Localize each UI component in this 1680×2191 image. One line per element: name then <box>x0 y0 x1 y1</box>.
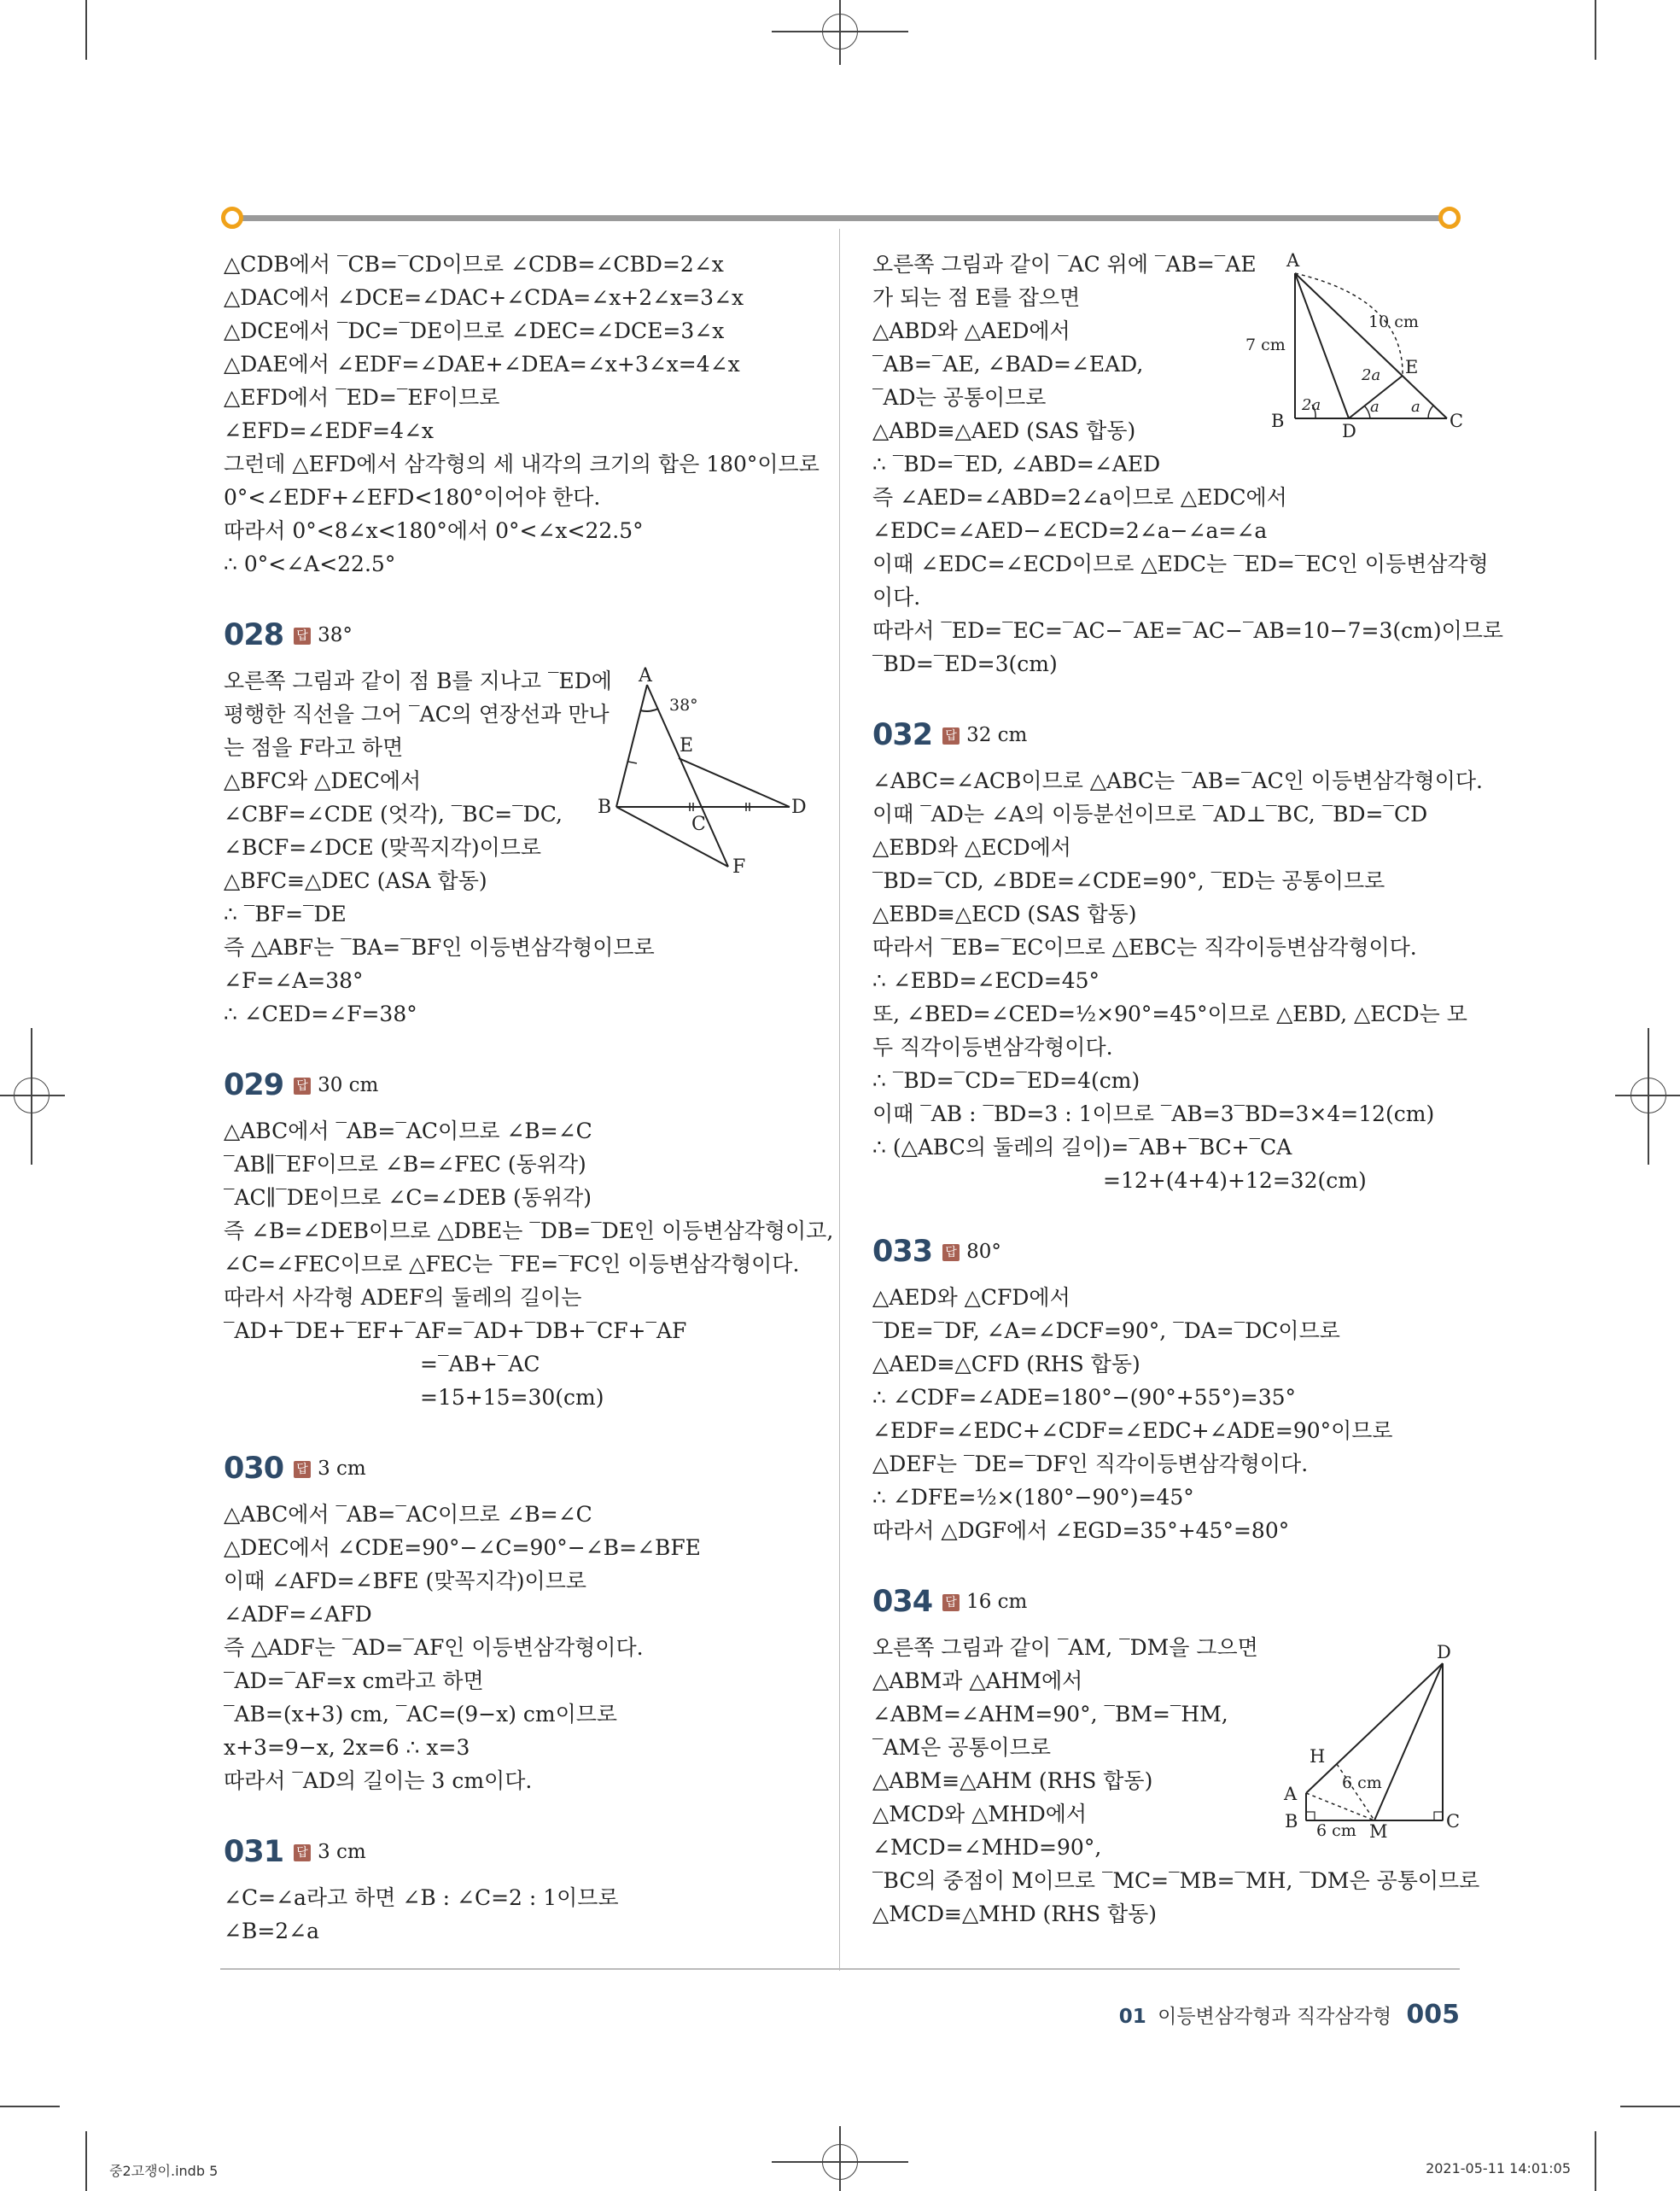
text-line: 따라서 사각형 ADEF의 둘레의 길이는 <box>224 1285 582 1310</box>
text-line: 즉 △ABF는 ‾BA=‾BF인 이등변삼각형이므로 <box>224 935 655 960</box>
question-header-030 <box>224 1452 821 1486</box>
segment-bf <box>616 807 728 867</box>
answer-value: 16 cm <box>966 1591 1028 1613</box>
angle-label-a: a <box>1370 398 1380 416</box>
crop-mark <box>1620 2106 1680 2107</box>
length-label-bm: 6 cm <box>1316 1821 1356 1840</box>
length-label-ab: 7 cm <box>1245 336 1286 354</box>
text-line: ‾BC의 중점이 M이므로 ‾MC=‾MB=‾MH, ‾DM은 공통이므로 <box>872 1868 1480 1893</box>
crop-mark <box>85 2131 87 2191</box>
text-line: ∴ ∠CDF=∠ADE=180°−(90°+55°)=35° <box>872 1385 1297 1410</box>
length-label-hm: 6 cm <box>1342 1773 1382 1792</box>
point-label-d: D <box>791 797 807 818</box>
question-header-033 <box>872 1236 1461 1269</box>
top-rule <box>230 215 1450 221</box>
point-label-a: A <box>639 666 652 687</box>
question-number: 033 <box>872 1235 933 1269</box>
rule-end-dot <box>1438 207 1461 229</box>
text-line: 가 되는 점 E를 잡으면 <box>872 285 1081 310</box>
answer-badge: 답 <box>942 727 960 745</box>
text-line: △CDB에서 ‾CB=‾CD이므로 ∠CDB=∠CBD=2∠x <box>224 252 724 277</box>
segment-ab <box>616 685 647 807</box>
answer-value: 38° <box>318 624 353 646</box>
point-label-h: H <box>1310 1746 1326 1767</box>
page-number: 005 <box>1406 2000 1460 2030</box>
text-line: ∠C=∠FEC이므로 △FEC는 ‾FE=‾FC인 이등변삼각형이다. <box>224 1252 800 1277</box>
text-line: ∠ADF=∠AFD <box>224 1602 372 1627</box>
angle-label-a: a <box>1411 398 1420 416</box>
text-line: ‾AB=(x+3) cm, ‾AC=(9−x) cm이므로 <box>224 1702 618 1727</box>
text-line: 이때 ‾AB : ‾BD=3 : 1이므로 ‾AB=3‾BD=3×4=12(cm) <box>872 1101 1435 1126</box>
crop-mark <box>0 2106 60 2107</box>
text-line: ∠F=∠A=38° <box>224 968 364 993</box>
chapter-number: 01 <box>1118 2006 1146 2028</box>
text-line: △EBD와 △ECD에서 <box>872 835 1071 860</box>
question-header-031 <box>224 1836 821 1869</box>
text-line: △MCD와 △MHD에서 <box>872 1802 1088 1826</box>
answer-value: 3 cm <box>318 1841 366 1863</box>
answer-badge: 답 <box>294 1461 311 1478</box>
answer-value: 3 cm <box>318 1458 366 1480</box>
column-divider <box>839 229 840 1971</box>
text-line: 0°<∠EDF+∠EFD<180°이어야 한다. <box>224 485 601 510</box>
registration-mark <box>1630 1078 1666 1113</box>
text-line: ‾DE=‾DF, ∠A=∠DCF=90°, ‾DA=‾DC이므로 <box>872 1318 1340 1343</box>
text-line: ∠CBF=∠CDE (엇각), ‾BC=‾DC, <box>224 802 563 827</box>
text-line: ‾AD=‾AF=x cm라고 하면 <box>224 1668 484 1693</box>
bottom-rule <box>220 1968 1460 1970</box>
point-label-e: E <box>1405 357 1419 377</box>
text-line: ∠BCF=∠DCE (맞꼭지각)이므로 <box>224 835 542 860</box>
text-line: 오른쪽 그림과 같이 점 B를 지나고 ‾ED에 <box>224 669 612 693</box>
text-line: =12+(4+4)+12=32(cm) <box>1103 1168 1367 1193</box>
crop-mark <box>85 0 87 60</box>
point-label-a: A <box>1286 250 1300 271</box>
text-line: ‾AD는 공통이므로 <box>872 385 1047 410</box>
segment-am <box>1306 1793 1374 1820</box>
question-header-029 <box>224 1069 821 1102</box>
text-line: 또, ∠BED=∠CED=½×90°=45°이므로 △EBD, △ECD는 모 <box>872 1002 1467 1026</box>
answer-value: 32 cm <box>966 724 1028 746</box>
question-number: 029 <box>224 1068 284 1102</box>
segment-ed <box>679 758 790 807</box>
text-line: △ABC에서 ‾AB=‾AC이므로 ∠B=∠C <box>224 1502 592 1527</box>
point-label-b: B <box>1285 1811 1298 1832</box>
text-line: △ABD와 △AED에서 <box>872 318 1070 343</box>
quadrilateral-figure-034 <box>1280 1639 1468 1849</box>
answer-badge: 답 <box>294 1844 311 1861</box>
text-line: ‾AD+‾DE+‾EF+‾AF=‾AD+‾DB+‾CF+‾AF <box>224 1318 687 1343</box>
text-line: ∴ ∠DFE=½×(180°−90°)=45° <box>872 1485 1194 1510</box>
text-line: =15+15=30(cm) <box>420 1385 604 1410</box>
point-label-d: D <box>1342 421 1356 440</box>
answer-badge: 답 <box>294 1078 311 1095</box>
point-label-f: F <box>732 856 746 878</box>
text-line: 오른쪽 그림과 같이 ‾AC 위에 ‾AB=‾AE <box>872 252 1257 277</box>
question-number: 032 <box>872 718 933 752</box>
print-slug-file: 중2고쟁이.indb 5 <box>109 2163 219 2179</box>
text-line: △DCE에서 ‾DC=‾DE이므로 ∠DEC=∠DCE=3∠x <box>224 318 725 343</box>
angle-arc <box>640 709 658 711</box>
registration-mark <box>822 14 858 50</box>
text-line: ∴ ∠EBD=∠ECD=45° <box>872 968 1100 993</box>
question-number: 030 <box>224 1452 284 1486</box>
text-line: x+3=9−x, 2x=6 ∴ x=3 <box>224 1735 470 1760</box>
text-line: 오른쪽 그림과 같이 ‾AM, ‾DM을 그으면 <box>872 1635 1258 1660</box>
text-line: 즉 ∠AED=∠ABD=2∠a이므로 △EDC에서 <box>872 485 1287 510</box>
text-line: 평행한 직선을 그어 ‾AC의 연장선과 만나 <box>224 702 610 727</box>
text-line: ‾BD=‾CD, ∠BDE=∠CDE=90°, ‾ED는 공통이므로 <box>872 868 1385 893</box>
text-line: =‾AB+‾AC <box>420 1352 540 1376</box>
point-label-c: C <box>691 814 706 835</box>
text-line: ‾AB=‾AE, ∠BAD=∠EAD, <box>872 352 1144 377</box>
text-line: ∠EDF=∠EDC+∠CDF=∠EDC+∠ADE=90°이므로 <box>872 1418 1393 1443</box>
text-line: ∴ ∠CED=∠F=38° <box>224 1002 417 1026</box>
text-line: 그런데 △EFD에서 삼각형의 세 내각의 크기의 합은 180°이므로 <box>224 452 820 476</box>
registration-mark <box>822 2144 858 2180</box>
text-line: △DEF는 ‾DE=‾DF인 직각이등변삼각형이다. <box>872 1452 1309 1476</box>
text-line: △ABC에서 ‾AB=‾AC이므로 ∠B=∠C <box>224 1119 592 1143</box>
text-line: △DAE에서 ∠EDF=∠DAE+∠DEA=∠x+3∠x=4∠x <box>224 352 740 377</box>
text-line: △AED와 △CFD에서 <box>872 1285 1070 1310</box>
point-label-b: B <box>598 797 612 818</box>
text-line: △EBD≡△ECD (SAS 합동) <box>872 902 1137 926</box>
text-line: 이때 ‾AD는 ∠A의 이등분선이므로 ‾AD⊥‾BC, ‾BD=‾CD <box>872 802 1428 827</box>
point-label-a: A <box>1284 1784 1298 1804</box>
angle-label-2a: 2a <box>1302 396 1321 414</box>
question-number: 028 <box>224 618 284 652</box>
text-line: 따라서 △DGF에서 ∠EGD=35°+45°=80° <box>872 1518 1290 1543</box>
text-line: ∠EFD=∠EDF=4∠x <box>224 418 435 443</box>
text-line: △ABM≡△AHM (RHS 합동) <box>872 1768 1153 1793</box>
angle-label-2a: 2a <box>1362 366 1381 384</box>
crop-mark <box>1595 2131 1596 2191</box>
text-line: ∠MCD=∠MHD=90°, <box>872 1835 1102 1860</box>
text-line: △MCD≡△MHD (RHS 합동) <box>872 1902 1158 1926</box>
text-line: ∠EDC=∠AED−∠ECD=2∠a−∠a=∠a <box>872 518 1268 543</box>
page-footer <box>1119 2000 1460 2030</box>
text-line: △DAC에서 ∠DCE=∠DAC+∠CDA=∠x+2∠x=3∠x <box>224 285 744 310</box>
triangle-figure-031 <box>1242 248 1464 440</box>
left-column <box>224 248 834 1948</box>
question-header-034 <box>872 1586 1461 1619</box>
text-line: 따라서 ‾AD의 길이는 3 cm이다. <box>224 1768 533 1793</box>
text-line: △ABD≡△AED (SAS 합동) <box>872 418 1136 443</box>
text-line: 이다. <box>872 585 921 610</box>
question-header-032 <box>872 719 1461 752</box>
solution-027-continued <box>224 248 821 581</box>
solution-033 <box>872 1281 1461 1547</box>
length-label-ac: 10 cm <box>1368 313 1419 331</box>
text-line: ∴ (△ABC의 둘레의 길이)=‾AB+‾BC+‾CA <box>872 1135 1292 1160</box>
answer-badge: 답 <box>294 628 311 645</box>
text-line: ∴ ‾BD=‾ED, ∠ABD=∠AED <box>872 452 1161 476</box>
text-line: 따라서 0°<8∠x<180°에서 0°<∠x<22.5° <box>224 518 644 543</box>
solution-030 <box>224 1498 821 1797</box>
text-line: △DEC에서 ∠CDE=90°−∠C=90°−∠B=∠BFE <box>224 1535 701 1560</box>
point-label-c: C <box>1450 411 1464 431</box>
solution-029 <box>224 1114 834 1414</box>
answer-badge: 답 <box>942 1244 960 1261</box>
question-number: 031 <box>224 1835 284 1869</box>
text-line: △AED≡△CFD (RHS 합동) <box>872 1352 1140 1376</box>
text-line: 이때 ∠EDC=∠ECD이므로 △EDC는 ‾ED=‾EC인 이등변삼각형 <box>872 552 1489 576</box>
chapter-title: 이등변삼각형과 직각삼각형 <box>1158 2006 1392 2028</box>
text-line: ‾BD=‾ED=3(cm) <box>872 651 1058 676</box>
text-line: 두 직각이등변삼각형이다. <box>872 1035 1113 1060</box>
answer-badge: 답 <box>942 1594 960 1611</box>
segment-dm <box>1374 1663 1443 1820</box>
registration-mark <box>14 1078 50 1113</box>
point-label-d: D <box>1437 1642 1451 1662</box>
text-line: 는 점을 F라고 하면 <box>224 735 404 760</box>
text-line: 즉 △ADF는 ‾AD=‾AF인 이등변삼각형이다. <box>224 1635 644 1660</box>
solution-032 <box>872 764 1483 1197</box>
text-line: ∴ 0°<∠A<22.5° <box>224 552 396 576</box>
text-line: ‾AB∥‾EF이므로 ∠B=∠FEC (동위각) <box>224 1152 586 1177</box>
point-label-c: C <box>1446 1811 1461 1832</box>
text-line: 이때 ∠AFD=∠BFE (맞꼭지각)이므로 <box>224 1569 587 1593</box>
question-header-028 <box>224 619 821 652</box>
triangle-figure-028 <box>598 666 820 879</box>
text-line: 따라서 ‾ED=‾EC=‾AC−‾AE=‾AC−‾AB=10−7=3(cm)이므로 <box>872 618 1504 643</box>
text-line: △BFC≡△DEC (ASA 합동) <box>224 868 487 893</box>
point-label-b: B <box>1271 411 1285 431</box>
point-label-m: M <box>1369 1821 1388 1842</box>
print-slug-time: 2021-05-11 14:01:05 <box>1426 2160 1571 2176</box>
text-line: ∴ ‾BF=‾DE <box>224 902 347 926</box>
rule-end-dot <box>221 207 243 229</box>
question-number: 034 <box>872 1585 933 1619</box>
text-line: ∠C=∠a라고 하면 ∠B : ∠C=2 : 1이므로 <box>224 1885 619 1910</box>
text-line: △EFD에서 ‾ED=‾EF이므로 <box>224 385 500 410</box>
text-line: ∠ABC=∠ACB이므로 △ABC는 ‾AB=‾AC인 이등변삼각형이다. <box>872 768 1483 793</box>
answer-value: 80° <box>966 1241 1001 1263</box>
text-line: ‾AC∥‾DE이므로 ∠C=∠DEB (동위각) <box>224 1185 592 1210</box>
text-line: ∠B=2∠a <box>224 1919 320 1943</box>
text-line: 즉 ∠B=∠DEB이므로 △DBE는 ‾DB=‾DE인 이등변삼각형이고, <box>224 1218 834 1243</box>
crop-mark <box>1595 0 1596 60</box>
text-line: △BFC와 △DEC에서 <box>224 768 422 793</box>
answer-value: 30 cm <box>318 1074 379 1096</box>
text-line: 따라서 ‾EB=‾EC이므로 △EBC는 직각이등변삼각형이다. <box>872 935 1417 960</box>
point-label-e: E <box>680 735 694 757</box>
solution-031 <box>224 1881 821 1948</box>
segment-hm <box>1337 1764 1374 1820</box>
text-line: ∠ABM=∠AHM=90°, ‾BM=‾HM, <box>872 1702 1228 1727</box>
text-line: △ABM과 △AHM에서 <box>872 1668 1083 1693</box>
text-line: ‾AM은 공통이므로 <box>872 1735 1051 1760</box>
angle-label: 38° <box>669 696 698 715</box>
text-line: ∴ ‾BD=‾CD=‾ED=4(cm) <box>872 1068 1140 1093</box>
